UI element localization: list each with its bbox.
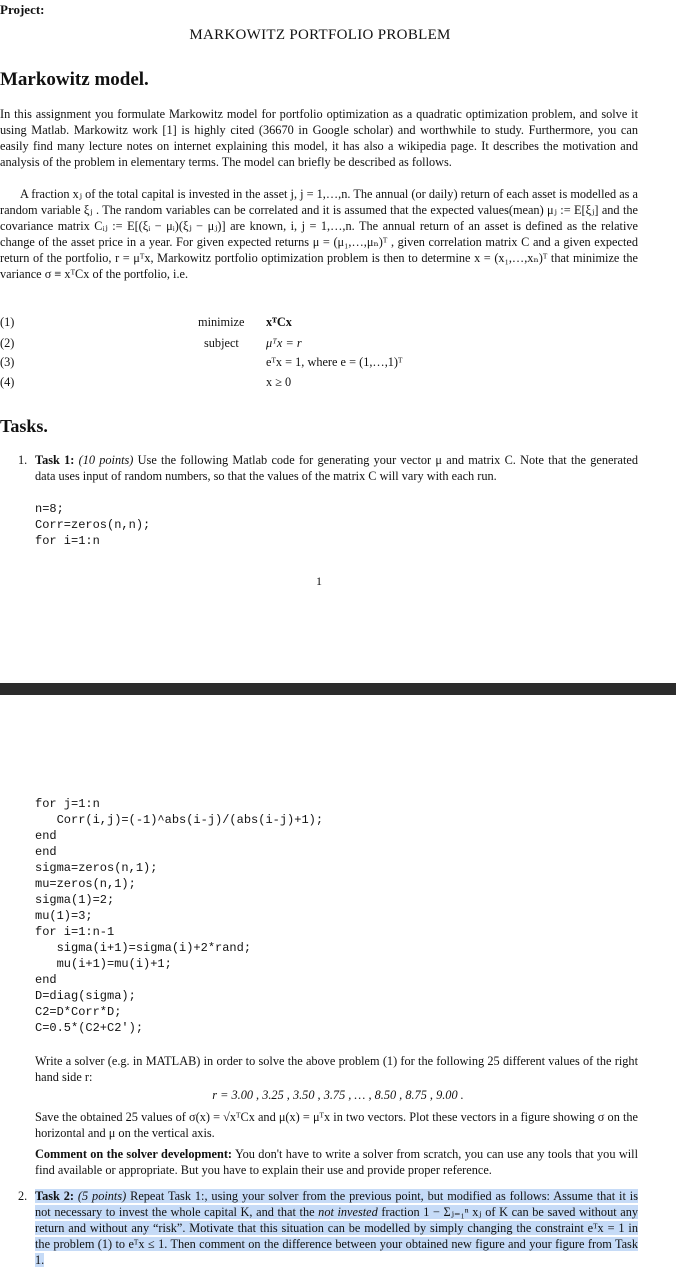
equation-tag: (2) — [0, 336, 15, 350]
equation-expr: x ≥ 0 — [266, 375, 292, 389]
project-label: Project: — [0, 2, 45, 17]
equation-tag: (1) — [0, 315, 15, 329]
comment-text: You don't have to write a solver from scratch, you can use any tools that you will find available or appropriate. But you have to explain their use and provide proper reference. — [35, 1147, 638, 1177]
document-title: MARKOWITZ PORTFOLIO PROBLEM — [189, 27, 451, 43]
r-values-display: r = 3.00 , 3.25 , 3.50 , 3.75 , … , 8.50 , 8.75 , 9.00 . — [212, 1088, 464, 1102]
task2-title: Task 2: — [35, 1189, 74, 1203]
task2-text-a: Repeat Task 1:, using your solver from the previous point, but modified as follows: Assume that it is not necessary to invest the whole capital K, and that the — [35, 1189, 638, 1219]
section-heading-markowitz: Markowitz model. — [0, 69, 149, 90]
intro-paragraph: In this assignment you formulate Markowitz model for portfolio optimization as a quadratic optimization problem, and solve it using Matlab. Markowitz work [1] is highly cited (36670 in Google scholar) and worthwhile to study. Furthermore, you can easily find many lecture notes on internet explaining this model, it has also a wikipedia page. It describes the motivation and analysis of the problem in elementary terms. The model can briefly be described as follows. — [0, 107, 638, 169]
equation-expr: xᵀCx — [266, 315, 292, 329]
task1-points: (10 points) — [78, 453, 134, 467]
matlab-code-part2: for j=1:n Corr(i,j)=(-1)^abs(i-j)/(abs(i-j)+1); end end sigma=zeros(n,1); mu=zeros(n,1); sigma(1)=2; mu(1)=3; for i=1:n-1 sigma(i+1)=sigma(i)+2*rand; mu(i+1)=mu(i)+1; end D=diag(sigma); C2=D*Corr*D; C=0.5*(C2+C2'); — [35, 797, 324, 1035]
task1-title: Task 1: — [35, 453, 75, 467]
task1-text: Use the following Matlab code for generating your vector μ and matrix C. Note that the generated data uses input of random numbers, so that the values of the matrix C will vary with each run. — [35, 453, 639, 483]
model-paragraph: A fraction xⱼ of the total capital is invested in the asset j, j = 1,…,n. The annual (or daily) return of each asset is modelled as a random variable ξⱼ . The random variables can be correlated and it is assumed that the expected values(mean) μⱼ := E[ξⱼ] and the covariance matrix Cᵢⱼ := E[(ξᵢ − μᵢ)(ξⱼ − μⱼ)] are known, i, j = 1,…,n. The annual return of an asset is defined as the relative change of the asset price in a year. For given expected returns μ = (μ₁,…,μₙ)ᵀ , given correlation matrix C and a given expected return of the portfolio, r = μᵀx, Markowitz portfolio optimization problem is then to determine x = (x₁,…,xₙ)ᵀ that minimize the variance σ ≡ xᵀCx of the portfolio, i.e. — [0, 187, 638, 281]
equation-tag: (3) — [0, 355, 15, 369]
comment-paragraph — [35, 1146, 638, 1178]
task1-number: 1. — [18, 453, 28, 467]
equation-expr: μᵀx = r — [266, 336, 302, 350]
equation-tag: (4) — [0, 375, 15, 389]
comment-bold: Comment on the solver development: — [35, 1147, 233, 1161]
solver-paragraph: Write a solver (e.g. in MATLAB) in order to solve the above problem (1) for the following 25 different values of the right hand side r: — [35, 1054, 638, 1084]
equation-label: minimize — [198, 315, 245, 329]
page-number: 1 — [316, 574, 322, 588]
task2-number: 2. — [18, 1189, 28, 1203]
save-paragraph: Save the obtained 25 values of σ(x) = √xᵀCx and μ(x) = μᵀx in two vectors. Plot these vectors in a figure showing σ on the horizontal and μ on the vertical axis. — [35, 1110, 638, 1140]
page-divider — [0, 683, 676, 695]
section-heading-tasks: Tasks. — [0, 416, 48, 436]
equation-label: subject — [204, 336, 239, 350]
task1-paragraph — [35, 452, 638, 484]
task2-points: (5 points) — [77, 1189, 127, 1203]
equation-expr: eᵀx = 1, where e = (1,…,1)ᵀ — [266, 355, 403, 369]
task2-emphasis: not invested — [318, 1205, 378, 1219]
task2-paragraph[interactable] — [35, 1188, 638, 1268]
task2-text-b: fraction 1 − Σⱼ₌₁ⁿ xⱼ of K can be saved without any return and without any “risk”. Motivate that this situation can be modelled by simply changing the constraint eᵀx = 1 in the problem (1) to eᵀx ≤ 1. Then comment on the difference between your obtained new figure and your figure from Task 1. — [35, 1205, 638, 1267]
matlab-code-part1: n=8; Corr=zeros(n,n); for i=1:n — [35, 502, 151, 548]
